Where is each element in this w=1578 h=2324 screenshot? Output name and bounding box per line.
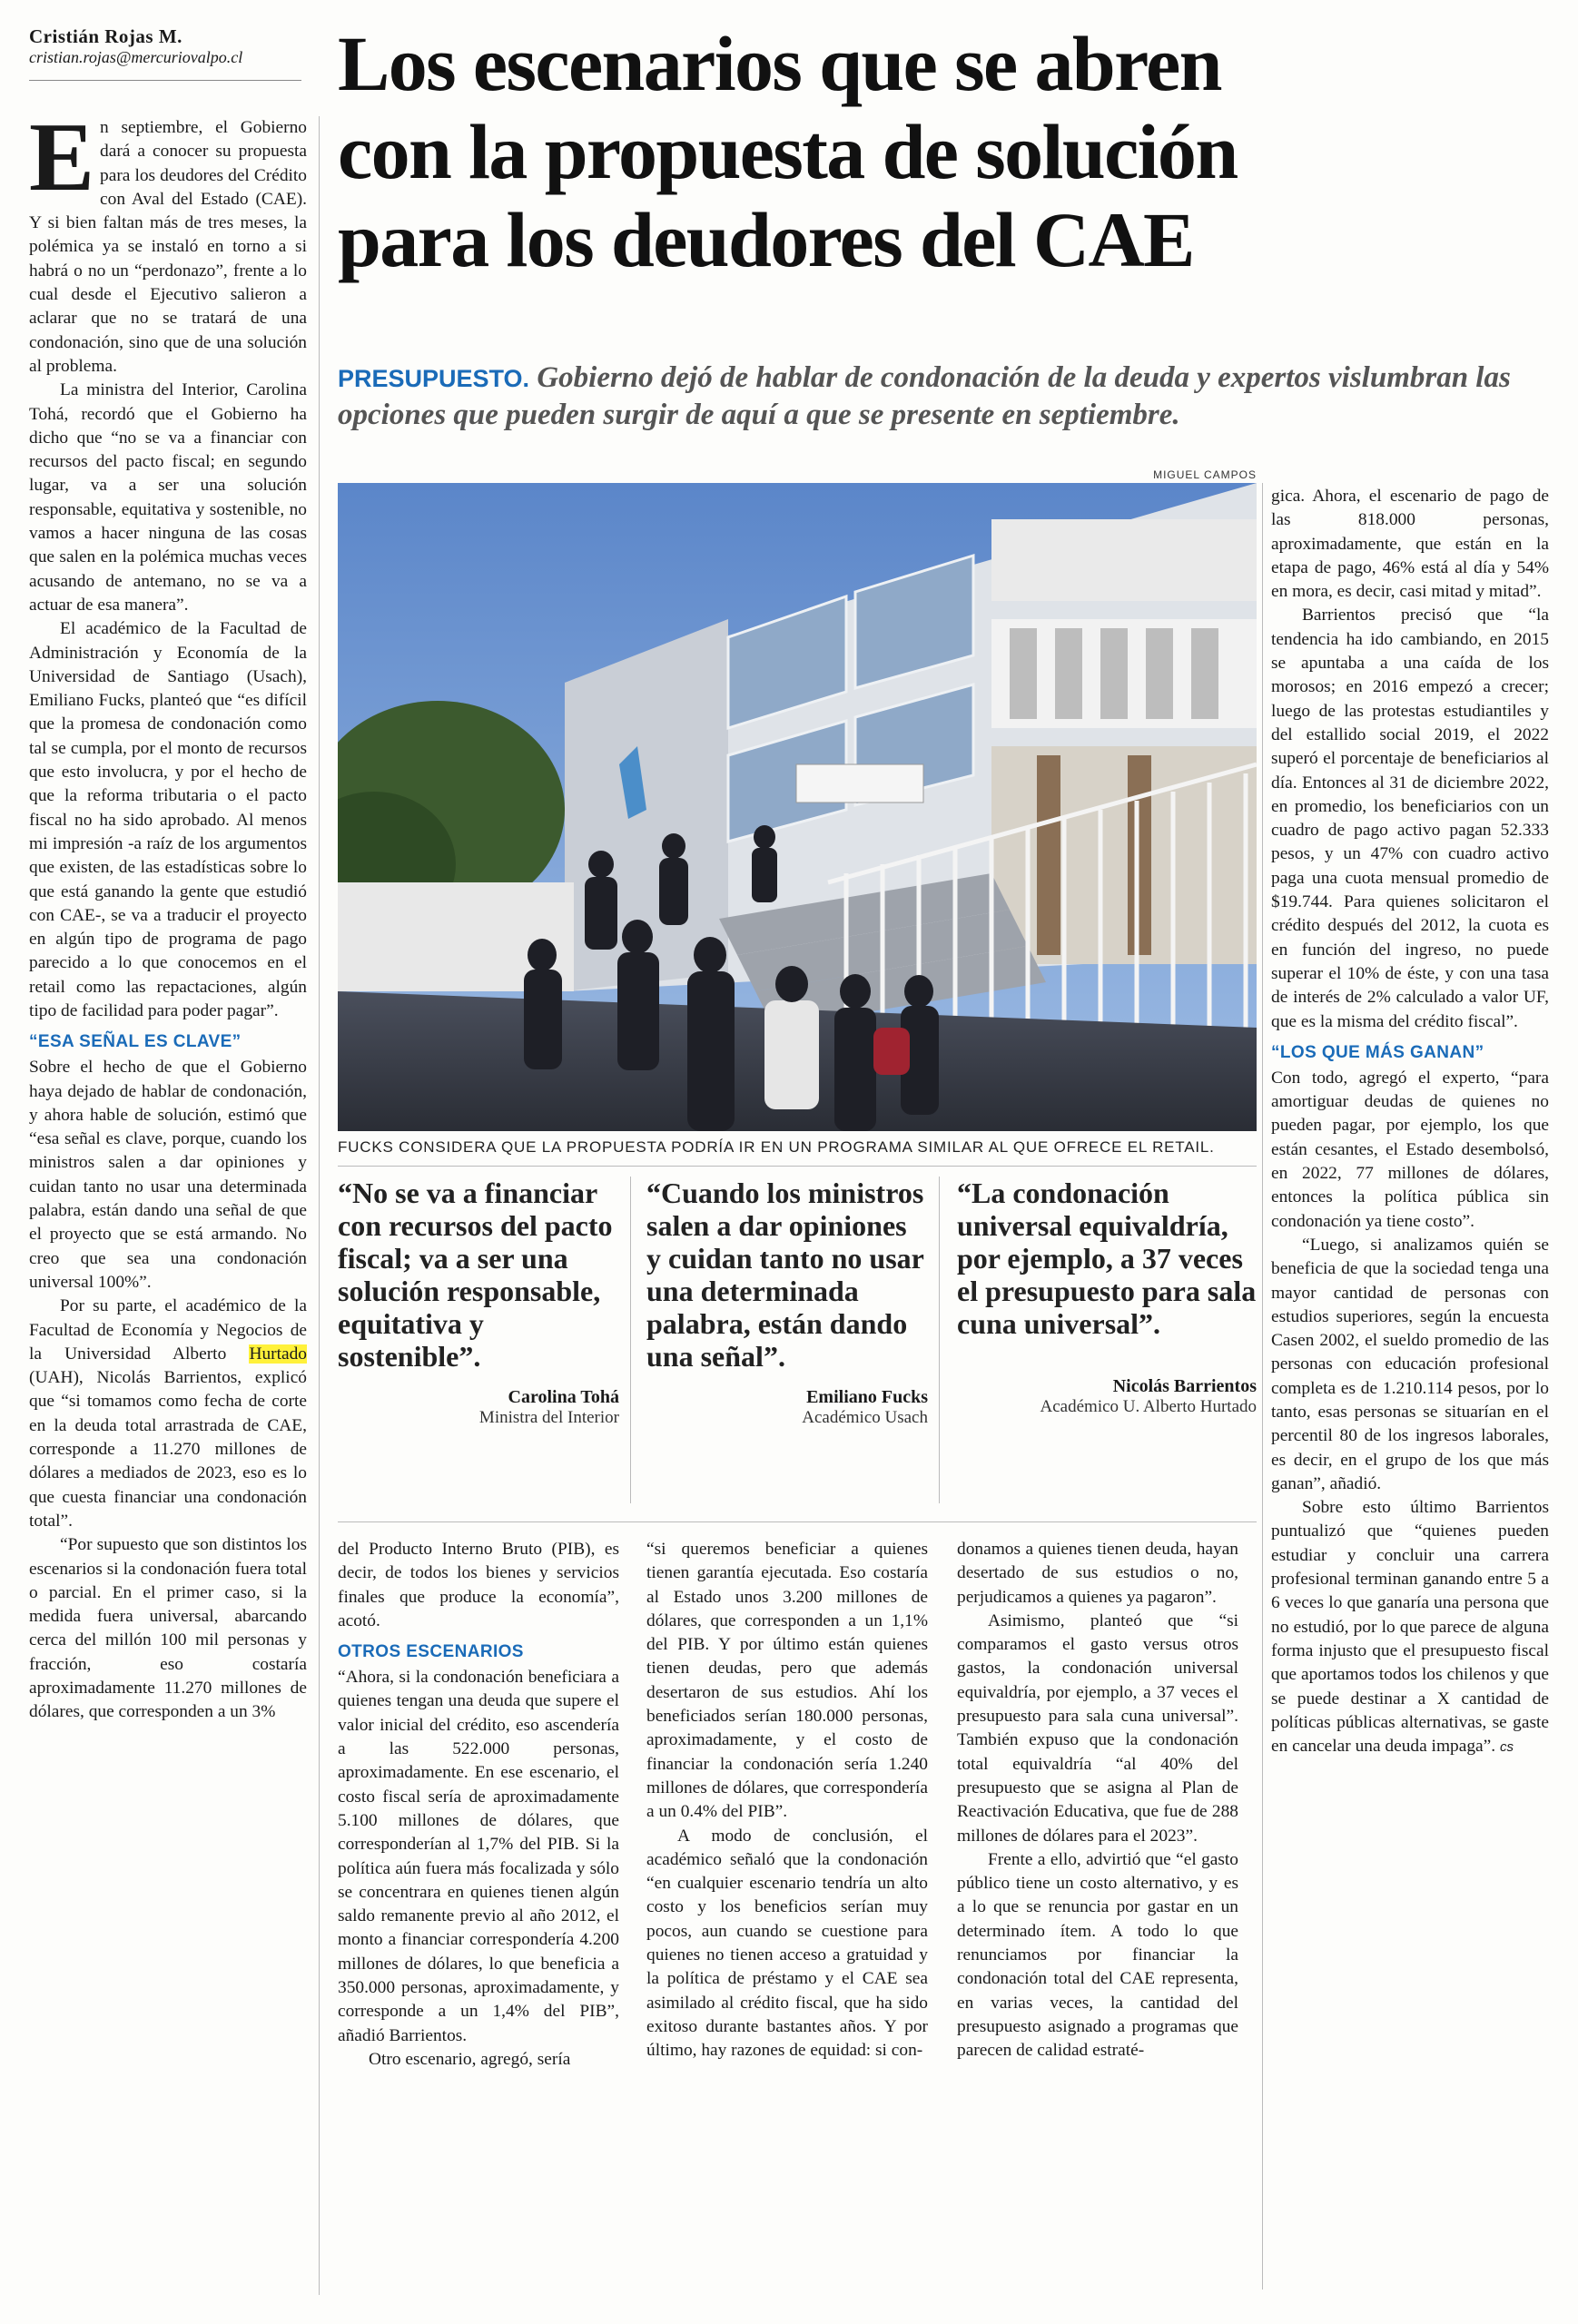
quote-author: Emiliano Fucks	[806, 1387, 928, 1407]
quote-role: Académico Usach	[802, 1408, 928, 1427]
paragraph: gica. Ahora, el escenario de pago de las 818.000 personas, aproximadamente, que están en la etapa de pago, 46% está al día y 54% en mora, es decir, casi mitad y mitad”.	[1271, 487, 1549, 602]
paragraph: “si queremos beneficiar a quienes tienen garantía ejecutada. Eso costaría al Estado unos 3.200 millones de dólares, que corresponden a un 1,1% del PIB. Y por último están quienes tienen deudas, pero que además desertaron de sus estudios. Ahí los beneficiados serían 180.000 personas, aproximadamente, y el costo de financiar la condonación sería 1.240 millones de dólares, que correspondería a un 0.4% del PIB”.	[646, 1540, 928, 1822]
paragraph: del Producto Interno Bruto (PIB), es decir, de todos los bienes y servicios finales que produce la economía”, acotó.	[338, 1540, 619, 1630]
author-name: Cristián Rojas M.	[29, 25, 182, 47]
headline-line-2: con la propuesta de solución	[338, 108, 1238, 195]
paragraph: Barrientos precisó que “la tendencia ha ido cambiando, en 2015 se apuntaba a una caída de los morosos; en 2016 empezó a crecer; luego de las protestas estudiantiles y del estallido social 2019, el 2022 superó el porcentaje de beneficiarios al día. Entonces al 31 de diciembre 2022, en promedio, los beneficiarios con un cuadro de pago activo pagan 52.333 pesos, y un 47% con cuadro activo paga una cuota mensual promedio de $19.744. Para quienes solicitaron el crédito después del 2012, la cuota es en función del ingreso, no puede superar el 10% de éste, y con una tasa de interés de 2% calculado a valor UF, que es la misma del crédito fiscal”.	[1271, 606, 1549, 1031]
paragraph: Sobre el hecho de que el Gobierno haya dejado de hablar de condonación, y ahora hable de solución, estimó que “esa señal es clave, porque, cuando los ministros salen a dar opiniones y cuidan tanto no usar una determinada palabra, están dando una señal de que el proyecto que se está armando. No creo que sea una condonación universal 100%”.	[29, 1058, 307, 1292]
quote-author: Nicolás Barrientos	[1112, 1376, 1257, 1396]
paragraph: A modo de conclusión, el académico señaló que la condonación “en cualquier escenario tendría un alto costo y los beneficios serían muy pocos, aun cuando se cuestione para quienes no tienen acceso a gratuidad y la política de préstamo y el CAE sea asimilado al crédito fiscal, que ha sido exitoso durante bastantes años. Y por último, hay razones de equidad: si con-	[646, 1826, 928, 2061]
deck	[338, 359, 1554, 433]
headline-line-3: para los deudores del CAE	[338, 196, 1194, 283]
quote-text: “No se va a financiar con recursos del pacto fiscal; va a ser una solución responsable, equitativa y sostenible”.	[338, 1177, 613, 1373]
paragraph: Con todo, agregó el experto, “para amortiguar deudas de quienes no pueden pagar, por ejemplo, los que están cesantes, el Estado desembolsó, en 2022, 77 millones de dólares, entonces la política pública sin condonación ya tiene costo”.	[1271, 1068, 1549, 1231]
paragraph: Asimismo, planteó que “si comparamos el gasto versus otros gastos, la condonación universal equivaldría, por ejemplo, a 37 veces el presupuesto para sala cuna universal”. También expuso que la condonación total equivaldría “al 40% del presupuesto que se asigna al Plan de Reactivación Educativa, que fue de 288 millones de dólares para el 2023”.	[957, 1610, 1238, 1846]
subheading: “ESA SEÑAL ES CLAVE”	[29, 1032, 242, 1052]
paragraph: donamos a quienes tienen deuda, hayan desertado de sus estudios o no, perjudicamos a quienes ya pagaron”.	[957, 1540, 1238, 1607]
byline	[29, 25, 301, 67]
subheading: “LOS QUE MÁS GANAN”	[1271, 1042, 1484, 1062]
column-3	[646, 1538, 928, 2063]
drop-cap: E	[29, 103, 95, 212]
paragraph: En septiembre, el Gobierno dará a conocer su propuesta para los deudores del Crédito con Aval del Estado (CAE). Y si bien faltan más de tres meses, la polémica ya se instaló en torno a si habrá o no un “perdonazo”, frente a lo cual desde el Ejecutivo salieron a aclarar que no se tratará de una condonación, sino que de una solución al problema.	[29, 103, 307, 376]
paragraph: La ministra del Interior, Carolina Tohá, recordó que el Gobierno ha dicho que “no se va a financiar con recursos del pacto fiscal; en segundo lugar, va a ser una solución responsable, equitativa y sostenible, no vamos a hacer ninguna de las cosas que salen en la polémica muchas veces acusando de antemano, no se va a actuar de esa manera”.	[29, 380, 307, 615]
end-mark: cs	[1499, 1739, 1514, 1756]
paragraph: Otro escenario, agregó, sería	[369, 2049, 571, 2069]
quote-text: “Cuando los ministros salen a dar opiniones y cuidan tanto no usar una determinada palabra, están dando una señal”.	[646, 1177, 924, 1373]
quote-text: “La condonación universal equivaldría, por ejemplo, a 37 veces el presupuesto para sala cuna universal”.	[957, 1177, 1257, 1340]
headline-line-1: Los escenarios que se abren	[338, 20, 1221, 107]
photo-caption: FUCKS CONSIDERA QUE LA PROPUESTA PODRÍA IR EN UN PROGRAMA SIMILAR AL QUE OFRECE EL RETAIL.	[338, 1138, 1215, 1156]
pull-quote-1	[338, 1177, 619, 1428]
photo-credit: MIGUEL CAMPOS	[1153, 468, 1257, 481]
column-4	[957, 1538, 1238, 2063]
paragraph: “Por supuesto que son distintos los escenarios si la condonación fuera total o parcial. En el primer caso, si la medida fuera universal, abarcando cerca del millón 100 mil personas y fracción, eso costaría aproximadamente 11.270 millones de dólares, que corresponden a un 3%	[29, 1535, 307, 1722]
paragraph: “Luego, si analizamos quién se beneficia de que la sociedad tenga una mayor cantidad de personas con estudios superiores, según la encuesta Casen 2002, el sueldo promedio de las personas con educación profesional completa es de 1.210.114 pesos, por lo tanto, esas personas se situarían en el percentil 80 de los ingresos laborales, es decir, en el grupo de los que más ganan”, añadió.	[1271, 1235, 1549, 1493]
deck-text: Gobierno dejó de hablar de condonación de la deuda y expertos vislumbran las opciones que pueden surgir de aquí a que se presente en septiembre.	[338, 361, 1511, 431]
pull-quote-3	[957, 1177, 1257, 1417]
subheading: OTROS ESCENARIOS	[338, 1642, 524, 1662]
news-photo	[338, 483, 1257, 1131]
paragraph: Por su parte, el académico de la Facultad de Economía y Negocios de la Universidad Alberto Hurtado (UAH), Nicolás Barrientos, explicó que “si tomamos como fecha de corte en la deuda total arrastrada de CAE, corresponde a 11.270 millones de dólares a mediados de 2023, eso es lo que cuesta financiar una condonación total”.	[29, 1296, 307, 1531]
author-email[interactable]: cristian.rojas@mercuriovalpo.cl	[29, 48, 243, 66]
photo-credit-wrap	[338, 467, 1257, 483]
quote-role: Académico U. Alberto Hurtado	[1040, 1397, 1257, 1416]
paragraph: “Ahora, si la condonación beneficiara a quienes tengan una deuda que supere el valor inicial del crédito, eso ascendería a las 522.000 personas, aproximadamente. En ese escenario, el costo fiscal sería de aproximadamente 5.100 millones de dólares, que corresponderían al 1,7% del PIB. Si la política aún fuera más focalizada y sólo se concentrara en quienes tienen algún saldo remanente previo al año 2012, el monto a financiar correspondería 4.200 millones de dólares, lo que beneficia a 350.000 personas, aproximadamente, y corresponde a un 1,4% del PIB”, añadió Barrientos.	[338, 1668, 619, 2045]
paragraph: Sobre esto último Barrientos puntualizó que “quienes pueden estudiar y concluir una carrera profesional terminan ganando entre 5 a 6 veces lo que ganaría una persona que no estudió, por lo que parece de alguna forma injusto que el presupuesto fiscal que aportamos todos los chilenos y que se puede destinar a X cantidad de políticas públicas alternativas, se gaste en cancelar una deuda impaga”. cs	[1271, 1498, 1549, 1757]
quote-role: Ministra del Interior	[478, 1408, 619, 1427]
quote-author: Carolina Tohá	[508, 1387, 619, 1407]
paragraph: El académico de la Facultad de Administración y Economía de la Universidad de Santiago (Usach), Emiliano Fucks, planteó que “es difícil que la promesa de condonación como tal se cumpla, por el monto de recursos que esto involucra, y por el hecho de que la reforma tributaria o el pacto fiscal no ha sido aprobado. Al menos mi impresión -a raíz de los argumentos que existen, de las estadísticas sobre lo que está ganando la gente que estudió con CAE-, se va a traducir el proyecto en algún tipo de programa de pago parecido a lo que conocemos en el retail como las repactaciones, algún tipo de facilidad para poder pagar”.	[29, 619, 307, 1020]
headline	[338, 20, 1554, 284]
column-2	[338, 1538, 619, 2072]
section-label: PRESUPUESTO.	[338, 365, 530, 392]
pull-quote-2	[646, 1177, 928, 1428]
paragraph: Frente a ello, advirtió que “el gasto público tiene un costo alternativo, y es a lo que se renuncia por gastar en un determinado ítem. A todo lo que renunciamos por financiar la condonación total del CAE representa, en varias veces, la cantidad del presupuesto asignado a programas que parecen de calidad estraté-	[957, 1849, 1238, 2061]
column-5	[1271, 485, 1549, 1759]
highlighted-word: Hurtado	[249, 1344, 307, 1364]
column-1	[29, 103, 307, 1725]
